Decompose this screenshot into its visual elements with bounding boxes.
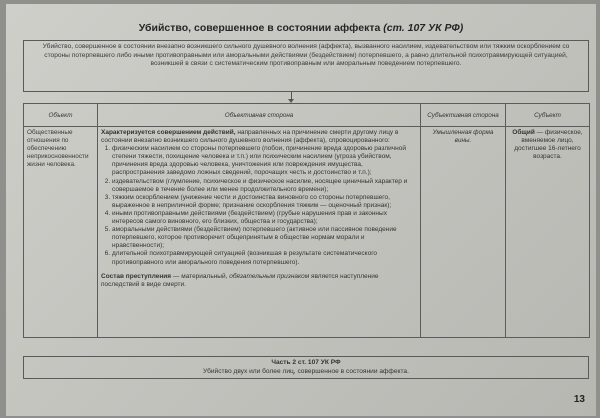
- table-body-row: [24, 127, 590, 338]
- sostav-italic: обязательным признаком: [229, 272, 310, 280]
- page-number: 13: [573, 394, 585, 405]
- header-object: Объект: [24, 104, 98, 127]
- cell-object: [24, 127, 98, 338]
- objective-intro-rest: направленных на причинение смерти другому лицу в состоянии внезапно возникшего сильного душевного волнения (аффекта), спровоцированного:: [101, 129, 399, 145]
- list-item: 3. тяжким оскорблением (унижение чести и достоинства виновного со стороны потерпевшего, выраженное в неприличной форме; признание оскорбления тяжким — оценочный признак);: [112, 194, 417, 210]
- list-item: 4. иными противоправными действиями (бездействием) (грубые нарушения прав и законных интересов самого виновного, его близких, общества и государства);: [112, 210, 417, 226]
- definition-text: Убийство, совершенное в состоянии внезапно возникшего сильного душевного волнения (аффекта), вызванного насилием, издевательством или тяжким оскорблением со стороны потерпевшего либо иными противоправными или аморальными действиями (бездействием) потерпевшего, а равно длительной психотравмирующей ситуацией, возникшей в связи с систематическим противоправным или аморальным поведением потерпевшего.: [42, 43, 570, 68]
- objective-intro-bold: Характеризуется совершением действий,: [101, 129, 236, 136]
- crime-composition: [101, 273, 417, 289]
- header-subjective-side: Субъективная сторона: [421, 104, 506, 127]
- subject-rest: — физическое, вменяемое лицо, достигшее 16-летнего возраста.: [514, 129, 583, 160]
- cell-objective-side: [98, 127, 421, 338]
- document-page: [6, 4, 596, 416]
- provocation-list: [101, 145, 417, 266]
- subject-bold: Общий: [512, 129, 535, 136]
- subjective-text: Умышленная форма вины.: [432, 129, 494, 144]
- sostav-mid: — материальный,: [171, 272, 230, 280]
- list-item: 5. аморальными действиями (бездействием) потерпевшего (активное или пассивное поведение потерпевшего, которое противоречит общепринятым в обществе нормам морали и нравственности);: [112, 226, 417, 250]
- part2-box: [23, 356, 589, 379]
- object-text: Общественные отношения по обеспечению неприкосновенности жизни человека.: [27, 129, 89, 168]
- list-item: 2. издевательством (глумление, психическое и физическое насилие, носящее циничный характер и совершаемое в течение более или менее продолжительного времени);: [112, 178, 417, 194]
- title-reference: (ст. 107 УК РФ): [383, 22, 464, 34]
- objective-intro: [101, 129, 417, 145]
- part2-title: Часть 2 ст. 107 УК РФ: [271, 359, 341, 366]
- definition-box: [23, 40, 589, 92]
- sostav-bold: Состав преступления: [101, 272, 172, 280]
- down-arrow-icon: [291, 92, 292, 100]
- table-header-row: [24, 104, 590, 127]
- header-subject: Субъект: [506, 104, 590, 127]
- page-title: [6, 22, 596, 34]
- part2-text: Убийство двух или более лиц, совершенное в состоянии аффекта.: [203, 368, 409, 375]
- sostav-end: является наступление последствий в виде смерти.: [101, 272, 379, 288]
- header-objective-side: Объективная сторона: [98, 104, 421, 127]
- title-main: Убийство, совершенное в состоянии аффекта: [138, 22, 381, 34]
- cell-subjective-side: [421, 127, 506, 338]
- cell-subject: [506, 127, 590, 338]
- list-item: 1. физическим насилием со стороны потерпевшего (побои, причинение вреда здоровью различной степени тяжести, похищение человека и т.п.) или психическим насилием (угроза убийством, причинения вреда здоровью человека, уничтожения или повреждения имущества, распространения заведомо ложных сведений, порочащих честь и достоинство и т.п.);: [112, 145, 417, 177]
- elements-table: [23, 103, 590, 338]
- list-item: 6. длительной психотравмирующей ситуацией (возникшая в результате систематического противоправного или аморального поведения потерпевшего).: [112, 250, 417, 266]
